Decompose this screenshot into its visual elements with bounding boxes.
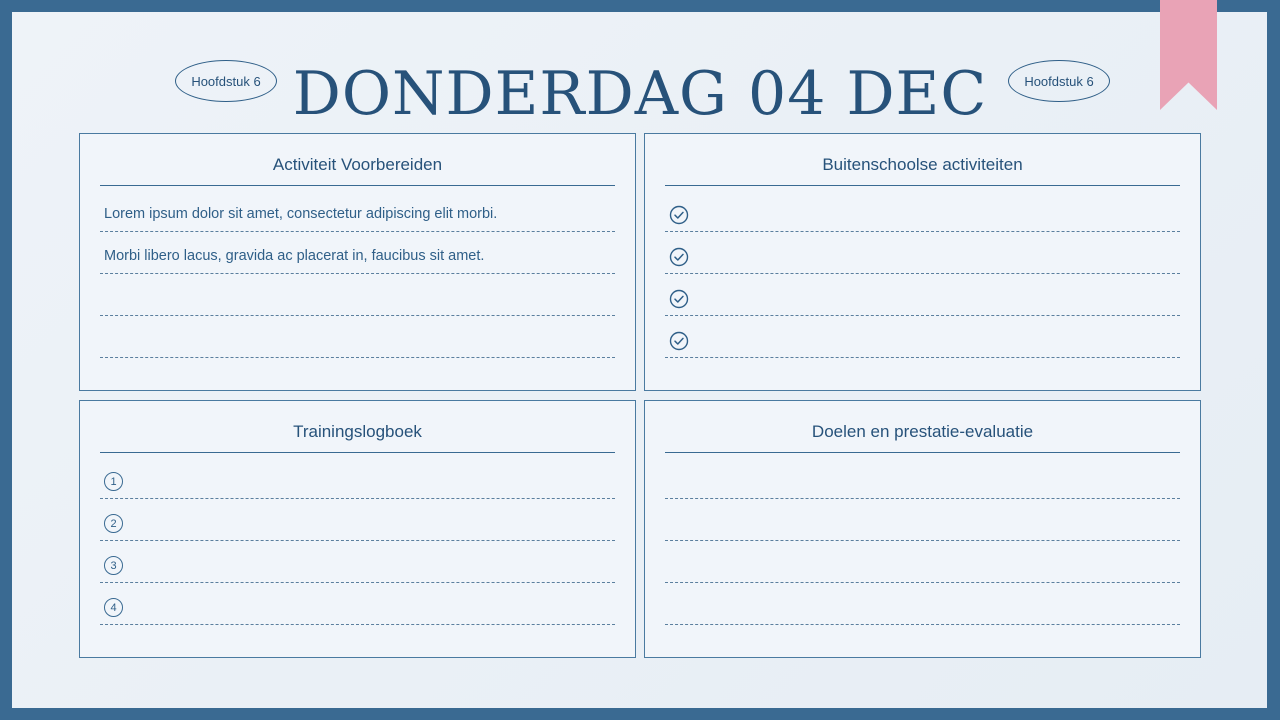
note-line[interactable] xyxy=(665,583,1180,625)
panel-goals-evaluation xyxy=(644,400,1201,658)
page-title: DONDERDAG 04 DEC xyxy=(292,59,988,129)
chapter-badge-left: Hoofdstuk 6 xyxy=(175,60,277,102)
number-badge: 1 xyxy=(104,472,123,491)
checklist-item[interactable] xyxy=(665,274,1180,316)
checklist-item[interactable] xyxy=(665,232,1180,274)
numbered-item[interactable] xyxy=(100,499,615,541)
checklist-item[interactable] xyxy=(665,190,1180,232)
note-line[interactable] xyxy=(100,232,615,274)
number-badge: 4 xyxy=(104,598,123,617)
note-line[interactable] xyxy=(665,541,1180,583)
number-badge: 2 xyxy=(104,514,123,533)
panel-title: Buitenschoolse activiteiten xyxy=(665,154,1180,186)
chapter-badge-right: Hoofdstuk 6 xyxy=(1008,60,1110,102)
check-circle-icon[interactable] xyxy=(669,205,689,225)
check-circle-icon[interactable] xyxy=(669,331,689,351)
numbered-item[interactable] xyxy=(100,457,615,499)
note-line[interactable] xyxy=(100,274,615,316)
note-line[interactable] xyxy=(665,457,1180,499)
panel-title: Trainingslogboek xyxy=(100,421,615,453)
numbered-item[interactable] xyxy=(100,583,615,625)
note-line[interactable] xyxy=(100,190,615,232)
note-text: Morbi libero lacus, gravida ac placerat in, faucibus sit amet. xyxy=(104,247,485,264)
note-text: Lorem ipsum dolor sit amet, consectetur adipiscing elit morbi. xyxy=(104,205,498,222)
panel-training-log xyxy=(79,400,636,658)
check-circle-icon[interactable] xyxy=(669,247,689,267)
panel-title: Doelen en prestatie-evaluatie xyxy=(665,421,1180,453)
number-badge: 3 xyxy=(104,556,123,575)
note-line[interactable] xyxy=(665,499,1180,541)
check-circle-icon[interactable] xyxy=(669,289,689,309)
panel-activity-prepare xyxy=(79,133,636,391)
checklist-item[interactable] xyxy=(665,316,1180,358)
note-line[interactable] xyxy=(100,316,615,358)
panel-title: Activiteit Voorbereiden xyxy=(100,154,615,186)
panel-extracurricular xyxy=(644,133,1201,391)
numbered-item[interactable] xyxy=(100,541,615,583)
